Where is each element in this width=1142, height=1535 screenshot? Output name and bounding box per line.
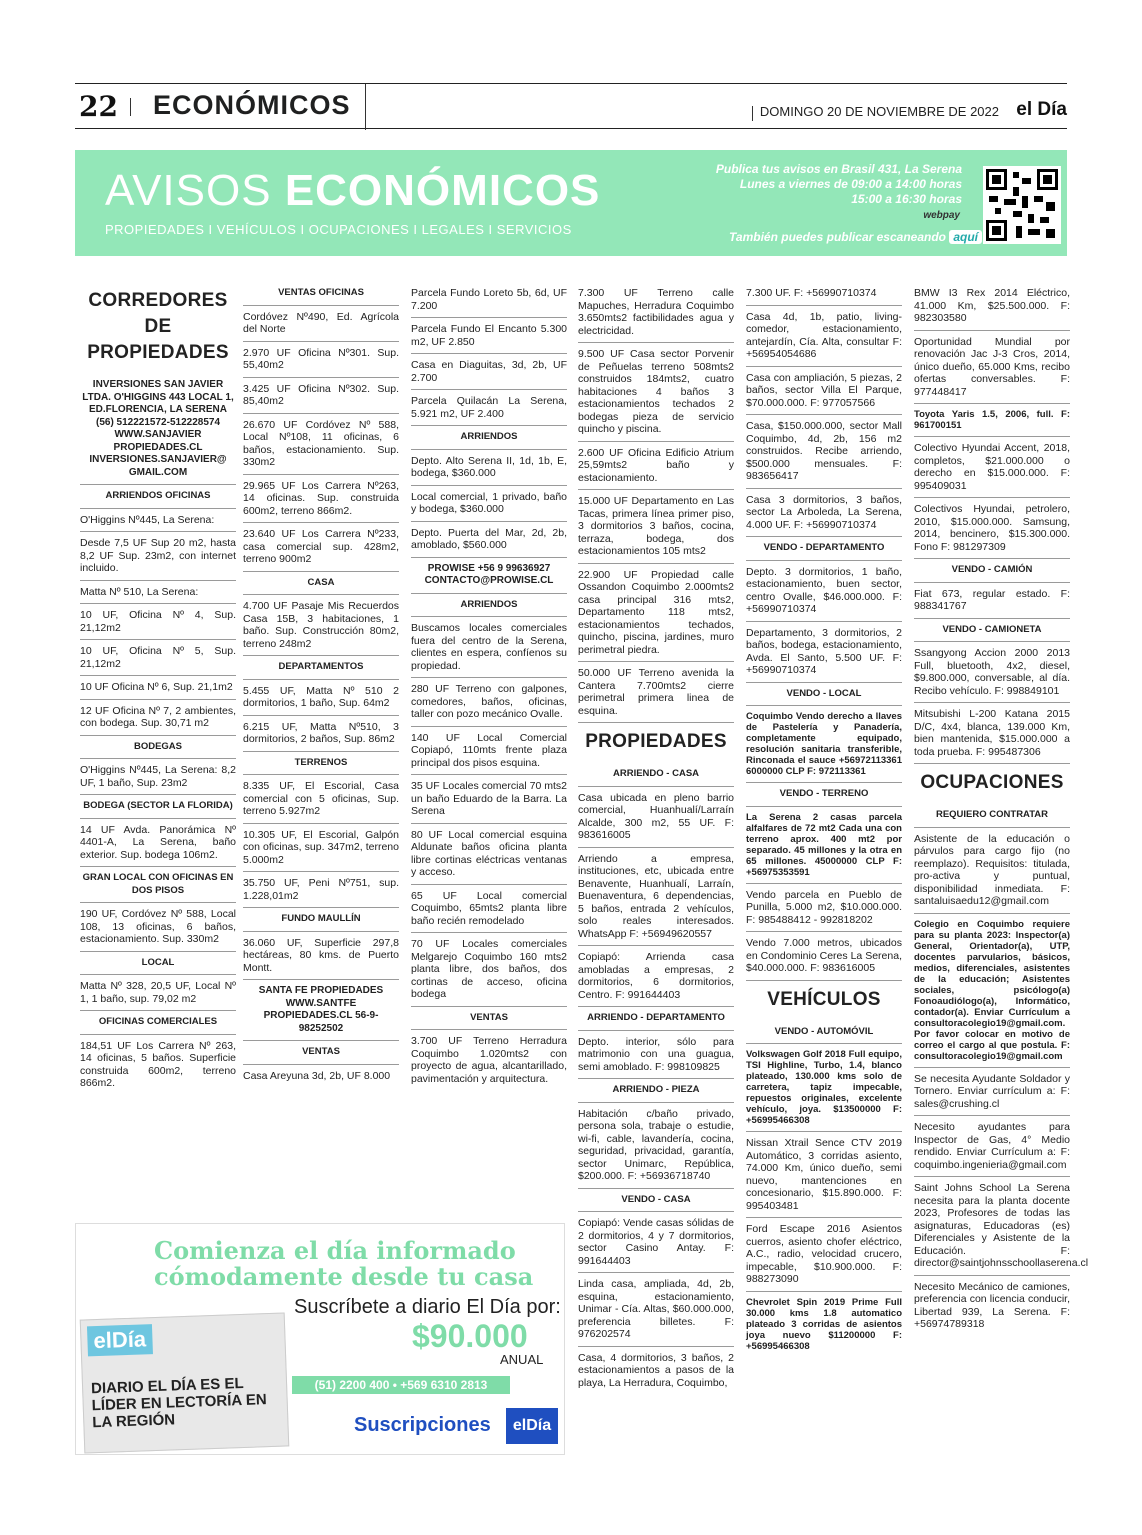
listing: 10 UF Oficina Nº 6, Sup. 21,1m2 bbox=[80, 676, 236, 700]
banner-categories: PROPIEDADES I VEHÍCULOS I OCUPACIONES I LEGALES I SERVICIOS bbox=[105, 222, 572, 237]
listing: 14 UF Avda. Panorámica Nº 4401-A, La Serena, baño exterior. Sup. bodega 106m2. bbox=[80, 819, 236, 868]
header-divider bbox=[365, 84, 366, 130]
column-4 bbox=[578, 282, 734, 1394]
scan-text: También puedes publicar escaneando bbox=[729, 230, 946, 244]
banner-title bbox=[105, 166, 600, 216]
listing: 3.425 UF Oficina Nº302. Sup. 85,40m2 bbox=[243, 378, 399, 414]
listing: Depto. 3 dormitorios, 1 baño, estacionamiento, buen sector, centro Ovalle, $46.000.000. F: +56990710374 bbox=[746, 561, 902, 622]
listing: Se necesita Ayudante Soldador y Tornero. Enviar currículum a: F: sales@crushing.cl bbox=[914, 1068, 1070, 1117]
listing: 2.970 UF Oficina Nº301. Sup. 55,40m2 bbox=[243, 342, 399, 378]
listing: Vendo 7.000 metros, ubicados en Condominio Ceres La Serena, $40.000.000. F: 983616005 bbox=[746, 932, 902, 981]
scan-link[interactable]: aquí bbox=[949, 230, 982, 244]
subheading: ARRIENDO - CASA bbox=[578, 763, 734, 787]
ad-phone-numbers: (51) 2200 400 • +569 6310 2813 bbox=[292, 1376, 510, 1394]
listing: 35 UF Locales comercial 70 mts2 un baño Eduardo de la Barra. La Serena bbox=[411, 775, 567, 824]
subheading: DEPARTAMENTOS bbox=[243, 656, 399, 680]
listing: Parcela Fundo Loreto 5b, 6d, UF 7.200 bbox=[411, 282, 567, 318]
section-heading-propiedades: PROPIEDADES bbox=[585, 731, 727, 752]
listing: 22.900 UF Propiedad calle Ossandon Coquimbo 2.000mts2 casa principal 316 mts2, Departamento 118 mts2, estacionamientos techados, quincho, piscina, jardines, muro perimetral piedra. bbox=[578, 564, 734, 663]
listing-agency: SANTA FE PROPIEDADES WWW.SANTFE PROPIEDADES.CL 56-9-98252502 bbox=[243, 980, 399, 1041]
listing: Ssangyong Accion 2000 2013 Full, bluetooth, 4x2, diesel, $9.800.000, conversable, al día. Recibo vehículo. F: 998849101 bbox=[914, 642, 1070, 703]
listing: 2.600 UF Oficina Edificio Atrium 25,59mts2 baño y estacionamiento. bbox=[578, 442, 734, 491]
banner-info bbox=[642, 162, 962, 207]
listing: Casa ubicada en pleno barrio comercial, Huanhualí/Larraín Alcalde, 300 m2, 55 UF. F: 983616005 bbox=[578, 787, 734, 848]
subscription-ad[interactable] bbox=[75, 1223, 565, 1455]
newspaper-image bbox=[80, 1312, 290, 1453]
listing: Colectivos Hyundai, petrolero, 2010, $15.000.000. Samsung, 2014, bencinero, $15.300.000. Fono F: 981297309 bbox=[914, 498, 1070, 559]
ad-subscribe-text: Suscríbete a diario El Día por: bbox=[294, 1296, 561, 1318]
listing: Casa Areyuna 3d, 2b, UF 8.000 bbox=[243, 1069, 391, 1082]
listing-featured: La Serena 2 casas parcela alfalfares de 72 mt2 Cada una con terreno aprox. 400 mt2 por separado. 45 millones y la otra en 65 millones. 45000000 CLP F: +56975353591 bbox=[746, 807, 902, 884]
listing: Fiat 673, regular estado. F: 988341767 bbox=[914, 583, 1070, 619]
listing: Copiapó: Vende casas sólidas de 2 dormitorios, 4 y 7 dormitorios, sector Casino Antay. F: 991644403 bbox=[578, 1212, 734, 1273]
page-number: 22 bbox=[79, 90, 118, 123]
listing: 7.300 UF Terreno calle Mapuches, Herradura Coquimbo 3.650mts2 factibilidades agua y electricidad. bbox=[578, 282, 734, 343]
listing: Departamento, 3 dormitorios, 2 baños, bodega, estacionamiento, Avda. El Santo, 5.500 UF. F: +56990710374 bbox=[746, 622, 902, 683]
subheading: BODEGA (SECTOR LA FLORIDA) bbox=[80, 795, 236, 819]
listing: 184,51 UF Los Carrera Nº 263, 14 oficinas, 5 baños. Superficie construida 600m2, terreno 866m2. bbox=[80, 1039, 236, 1089]
banner-title-light: AVISOS bbox=[105, 166, 272, 215]
listing: 7.300 UF. F: +56990710374 bbox=[746, 282, 902, 306]
section-title: ECONÓMICOS bbox=[153, 90, 351, 120]
header-divider bbox=[752, 106, 753, 121]
listing: 8.335 UF, El Escorial, Casa comercial con 5 oficinas, Sup. terreno 5.927m2 bbox=[243, 775, 399, 824]
listing: Buscamos locales comerciales fuera del centro de la Serena, clientes en espera, confíenos su propiedad. bbox=[411, 617, 567, 678]
listing: Habitación c/baño privado, persona sola, trabaje o estudie, wi-fi, cable, lavandería, cocina, seguridad, privacidad, garantía, sector Unimarc, República, $200.000. F: +56936718740 bbox=[578, 1103, 734, 1189]
ad-period: ANUAL bbox=[500, 1352, 544, 1367]
listing-featured: Volkswagen Golf 2018 Full equipo, TSI Highline, Turbo, 1.4, blanco plateado, 130.000 kms solo de carretera, tapiz impecable, repuestos originales, excelente vehículo, joya. $13500000 F: +56995466308 bbox=[746, 1044, 902, 1132]
subheading: VENDO - TERRENO bbox=[746, 783, 902, 807]
listing: Parcela Quilacán La Serena, 5.921 m2, UF 2.400 bbox=[411, 390, 567, 426]
listing: 10 UF, Oficina Nº 5, Sup. 21,12m2 bbox=[80, 640, 236, 676]
listing: Cordóvez Nº490, Ed. Agrícola del Norte bbox=[243, 306, 399, 342]
listing: Casa con ampliación, 5 piezas, 2 baños, sector Villa El Parque, $70.000.000. F: 977057566 bbox=[746, 367, 902, 416]
listing: Necesito ayudantes para Inspector de Gas, 4° Medio rendido. Enviar Currículum a: F: coquimbo.ingenieria@gmail.com bbox=[914, 1116, 1070, 1177]
banner-hours-afternoon: 15:00 a 16:30 horas bbox=[851, 192, 962, 206]
header-divider bbox=[130, 98, 131, 116]
listing: 23.640 UF Los Carrera Nº233, casa comercial sup. 428m2, terreno 900m2 bbox=[243, 523, 399, 572]
listing: Casa 4d, 1b, patio, living-comedor, estacionamiento, antejardín, Cía. Alta, consultar F: +56954054686 bbox=[746, 306, 902, 367]
subheading: BODEGAS bbox=[80, 736, 236, 760]
listing: O'Higgins Nº445, La Serena: 8,2 UF, 1 baño, Sup. 23m2 bbox=[80, 759, 236, 795]
listing: 3.700 UF Terreno Herradura Coquimbo 1.020mts2 con proyecto de agua, alcantarillado, pavimentación y arquitectura. bbox=[411, 1035, 567, 1085]
listing-featured: Chevrolet Spin 2019 Prime Full 30.000 kms 1.8 automatico plateado 3 corridas de asientos joya nuevo $11200000 F: +56995466308 bbox=[746, 1296, 902, 1352]
listing: Oportunidad Mundial por renovación Jac J-3 Cros, 2014, único dueño, 65.000 Kms, recibo ofertas conversables. F: 977448417 bbox=[914, 331, 1070, 405]
paper-logo: elDía bbox=[87, 1324, 153, 1356]
listing-featured: Colegio en Coquimbo requiere para su planta 2023: Inspector(a) General, Orientador(a), UTP, docentes parvularios, básicos, medios, diferenciales, asistentes de la educación; Asistentes sociales, psicólogo(a) Fonoaudiólogo(a), Informático, contador(a). Enviar Currículum a consultoracolegio19@gmail.com. Por favor colocar en motivo de correo el cargo al que postula. F: consultoracolegio19@gmail.com bbox=[914, 914, 1070, 1068]
listing: Casa 3 dormitorios, 3 baños, sector La Arboleda, La Serena, 4.000 UF. F: +56990710374 bbox=[746, 489, 902, 538]
listing: Parcela Fundo El Encanto 5.300 m2, UF 2.850 bbox=[411, 318, 567, 354]
listing: Copiapó: Arrienda casa amobladas a empresas, 2 dormitorios, 6 dormitorios, Centro. F: 991644403 bbox=[578, 946, 734, 1007]
listing: Casa en Diaguitas, 3d, 2b, UF 2.700 bbox=[411, 354, 567, 390]
section-heading-corredores: CORREDORES DE PROPIEDADES bbox=[87, 290, 229, 363]
ad-price: $90.000 bbox=[412, 1318, 528, 1354]
ad-headline-line2: cómodamente desde tu casa bbox=[154, 1262, 534, 1291]
qr-code-icon[interactable] bbox=[983, 166, 1061, 244]
listing: Depto. interior, sólo para matrimonio con una guagua, semi amoblado. F: 998109825 bbox=[578, 1031, 734, 1080]
subheading: ARRIENDOS bbox=[411, 594, 567, 618]
column-5 bbox=[746, 282, 902, 1357]
subheading: TERRENOS bbox=[243, 752, 399, 776]
column-2 bbox=[243, 282, 399, 1087]
listing: O'Higgins Nº445, La Serena: bbox=[80, 509, 236, 533]
subheading: CASA bbox=[243, 572, 399, 596]
listing: 65 UF Local comercial Coquimbo, 65mts2 planta libre baño recién remodelado bbox=[411, 885, 567, 934]
listing: Nissan Xtrail Sence CTV 2019 Automático, 3 corridas asiento, 74.000 Km, único dueño, semi nuevo, mantenciones en concesionario, $15.890.000. F: 995403481 bbox=[746, 1132, 902, 1218]
publication-date: DOMINGO 20 DE NOVIEMBRE DE 2022 bbox=[759, 104, 999, 119]
listing: 26.670 UF Cordóvez Nº 588, Local Nº108, 11 oficinas, 6 baños, estacionamiento. Sup. 330m2 bbox=[243, 414, 399, 475]
listing: Colectivo Hyundai Accent, 2018, completos, $21.000.000 o derecho en $15.000.000. F: 995409031 bbox=[914, 437, 1070, 498]
subheading: ARRIENDOS OFICINAS bbox=[80, 485, 236, 509]
listing-agency: PROWISE +56 9 99636927 CONTACTO@PROWISE.CL bbox=[411, 558, 567, 594]
listing: Mitsubishi L-200 Katana 2015 D/C, 4x4, blanca, 139.000 Km, bien mantenida, $15.000.000 a toda prueba. F: 995487306 bbox=[914, 703, 1070, 764]
webpay-logo: webpay bbox=[923, 210, 960, 221]
column-3 bbox=[411, 282, 567, 1090]
listing: 70 UF Locales comerciales Melgarejo Coquimbo 160 mts2 planta libre, dos baños, dos cortinas de acceso, oficina bodega bbox=[411, 933, 567, 1007]
listing: 9.500 UF Casa sector Porvenir de Peñuelas terreno 508mts2 construidos 184mts2, cuatro habitaciones 4 baños 3 estacionamientos techados 2 bodegas pieza de servicio quincho y piscina. bbox=[578, 343, 734, 442]
listing: 140 UF Local Comercial Copiapó, 110mts frente plaza principal dos pisos esquina. bbox=[411, 727, 567, 776]
subheading: OFICINAS COMERCIALES bbox=[80, 1011, 236, 1035]
listing: Asistente de la educación o párvulos para cargo fijo (no reemplazo). Requisitos: titulada, pro-activa y puntual, disponibilidad inmediata. F: santaluisaedu12@gmail.com bbox=[914, 828, 1070, 914]
banner-title-bold: ECONÓMICOS bbox=[284, 166, 601, 215]
subheading: ARRIENDO - DEPARTAMENTO bbox=[578, 1007, 734, 1031]
subheading: VENDO - DEPARTAMENTO bbox=[746, 537, 902, 561]
subheading: LOCAL bbox=[80, 952, 236, 976]
banner-scan-text bbox=[729, 230, 982, 244]
listing: Casa, $150.000.000, sector Mall Coquimbo, 4d, 2b, 156 m2 construidos. Recibe arriendo, $500.000 mensuales. F: 983656417 bbox=[746, 415, 902, 489]
subheading: FUNDO MAULLÍN bbox=[243, 908, 399, 932]
ad-brand: Suscripciones bbox=[354, 1414, 491, 1436]
listing: Arriendo a empresa, instituciones, etc, ubicada entre Benavente, Huanhualí, Larraín, Buenaventura, 6 dependencias, 5 baños, entrada 2 vehículos, solo reales interesados. WhatsApp F: +56949620557 bbox=[578, 848, 734, 947]
listing: 280 UF Terreno con galpones, comedores, baños, oficinas, taller con pozo mecánico Ovalle. bbox=[411, 678, 567, 727]
subheading: VENDO - LOCAL bbox=[746, 683, 902, 707]
listing: Ford Escape 2016 Asientos cuerros, asiento chofer eléctrico, A.C., radio, velocidad crucero, impecable, $10.900.000. F: 988273090 bbox=[746, 1218, 902, 1292]
subheading: VENTAS bbox=[411, 1007, 567, 1031]
listing: 80 UF Local comercial esquina Aldunate baños oficina planta libre cortinas eléctricas ventanas y acceso. bbox=[411, 824, 567, 885]
listing: 10 UF, Oficina Nº 4, Sup. 21,12m2 bbox=[80, 604, 236, 640]
subheading: VENTAS OFICINAS bbox=[243, 282, 399, 306]
listing: Matta Nº 328, 20,5 UF, Local Nº 1, 1 baño, sup. 79,02 m2 bbox=[80, 975, 236, 1011]
listing: Necesito Mecánico de camiones, preferencia con licencia conducir, Libertad 939, La Serena. F: +56974789318 bbox=[914, 1280, 1070, 1330]
section-heading-vehiculos: VEHÍCULOS bbox=[767, 988, 881, 1010]
listing: 6.215 UF, Matta Nº510, 3 dormitorios, 2 baños, Sup. 86m2 bbox=[243, 716, 399, 752]
ad-headline bbox=[154, 1238, 533, 1290]
listing: Vendo parcela en Pueblo de Punilla, 5.000 m2, $10.000.000. F: 985488412 - 992818202 bbox=[746, 884, 902, 933]
listing: 4.700 UF Pasaje Mis Recuerdos Casa 15B, 3 habitaciones, 1 baño. Sup. Construcción 80m2, terreno 248m2 bbox=[243, 595, 399, 656]
listing: 35.750 UF, Peni Nº751, sup. 1.228,01m2 bbox=[243, 872, 399, 908]
listing-agency: INVERSIONES SAN JAVIER LTDA. O'HIGGINS 443 LOCAL 1, ED.FLORENCIA, LA SERENA (56) 512221572-512228574 WWW.SANJAVIER PROPIEDADES.CL INVERSIONES.SANJAVIER@ GMAIL.COM bbox=[80, 374, 236, 485]
subheading: GRAN LOCAL CON OFICINAS EN DOS PISOS bbox=[80, 867, 236, 903]
listing: Depto. Puerta del Mar, 2d, 2b, amoblado, $560.000 bbox=[411, 522, 567, 558]
subheading: ARRIENDO - PIEZA bbox=[578, 1079, 734, 1103]
subheading: VENDO - CAMIONETA bbox=[914, 619, 1070, 643]
listing: BMW I3 Rex 2014 Eléctrico, 41.000 Km, $25.500.000. F: 982303580 bbox=[914, 282, 1070, 331]
classifieds-banner bbox=[75, 150, 1067, 256]
listing: 29.965 UF Los Carrera Nº263, 14 oficinas. Sup. construida 600m2, terreno 866m2. bbox=[243, 475, 399, 524]
listing: Depto. Alto Serena II, 1d, 1b, E, bodega, $360.000 bbox=[411, 450, 567, 486]
listing: 10.305 UF, El Escorial, Galpón con oficinas, sup. 347m2, terreno 5.000m2 bbox=[243, 824, 399, 873]
banner-address: Publica tus avisos en Brasil 431, La Serena bbox=[715, 162, 962, 176]
subheading: VENTAS bbox=[243, 1041, 399, 1065]
listing-featured: Coquimbo Vendo derecho a llaves de Pastelería y Panadería, completamente equipado, resolución sanitaria transferible, Rinconada el sauce +56972113361 6000000 CLP F: 972113361 bbox=[746, 706, 902, 783]
column-1 bbox=[80, 282, 236, 1095]
listing: 36.060 UF, Superficie 297,8 hectáreas, 80 kms. de Puerto Montt. bbox=[243, 932, 399, 981]
newspaper-logo: el Día bbox=[1016, 99, 1067, 120]
listing: 5.455 UF, Matta Nº 510 2 dormitorios, 1 baño, Sup. 64m2 bbox=[243, 680, 399, 716]
subheading: ARRIENDOS bbox=[411, 426, 567, 450]
listing: 190 UF, Cordóvez Nº 588, Local 108, 13 oficinas, 6 baños, estacionamiento. Sup. 330m2 bbox=[80, 903, 236, 952]
listing: 15.000 UF Departamento en Las Tacas, primera línea primer piso, 3 dormitorios 3 baños, cocina, terraza, bodega, dos estacionamientos 105 mts2 bbox=[578, 490, 734, 564]
listing: Matta Nº 510, La Serena: bbox=[80, 581, 236, 605]
banner-hours: Lunes a viernes de 09:00 a 14:00 horas bbox=[739, 177, 962, 191]
listing: 12 UF Oficina Nº 7, 2 ambientes, con bodega. Sup. 30,71 m2 bbox=[80, 700, 236, 736]
listing: Casa, 4 dormitorios, 3 baños, 2 estacionamientos a pasos de la playa, La Herradura, Coquimbo, bbox=[578, 1351, 734, 1389]
ad-brand-logo: elDía bbox=[506, 1408, 558, 1444]
listing: Local comercial, 1 privado, baño y bodega, $360.000 bbox=[411, 486, 567, 522]
section-heading-ocupaciones: OCUPACIONES bbox=[920, 772, 1064, 793]
page-header bbox=[75, 83, 1067, 129]
listing: 50.000 UF Terreno avenida la Cantera 7.700mts2 cierre perimetral primera linea de esquina. bbox=[578, 662, 734, 723]
subheading: VENDO - CASA bbox=[578, 1189, 734, 1213]
subheading: VENDO - CAMIÓN bbox=[914, 559, 1070, 583]
ad-headline-line1: Comienza el día informado bbox=[154, 1236, 516, 1265]
listing: Linda casa, ampliada, 4d, 2b, esquina, estacionamiento, Unimar - Cía. Altas, $60.000.000, preferencia billetes. F: 976202574 bbox=[578, 1273, 734, 1347]
paper-headline: DIARIO EL DÍA ES EL LÍDER EN LECTORÍA EN LA REGIÓN bbox=[90, 1374, 267, 1432]
subheading: REQUIERO CONTRATAR bbox=[914, 804, 1070, 828]
listing: Saint Johns School La Serena necesita para la planta docente 2023, Profesores de todas las asignaturas, Educadoras (es) Diferenciales y Asistente de la Educación. F: director@saintjohnsschoollaserena.cl bbox=[914, 1177, 1070, 1276]
subheading: VENDO - AUTOMÓVIL bbox=[746, 1021, 902, 1045]
listing: Desde 7,5 UF Sup 20 m2, hasta 8,2 UF Sup. 23m2, con internet incluido. bbox=[80, 532, 236, 581]
listing-featured: Toyota Yaris 1.5, 2006, full. F: 961700151 bbox=[914, 404, 1070, 437]
column-6 bbox=[914, 282, 1089, 1336]
